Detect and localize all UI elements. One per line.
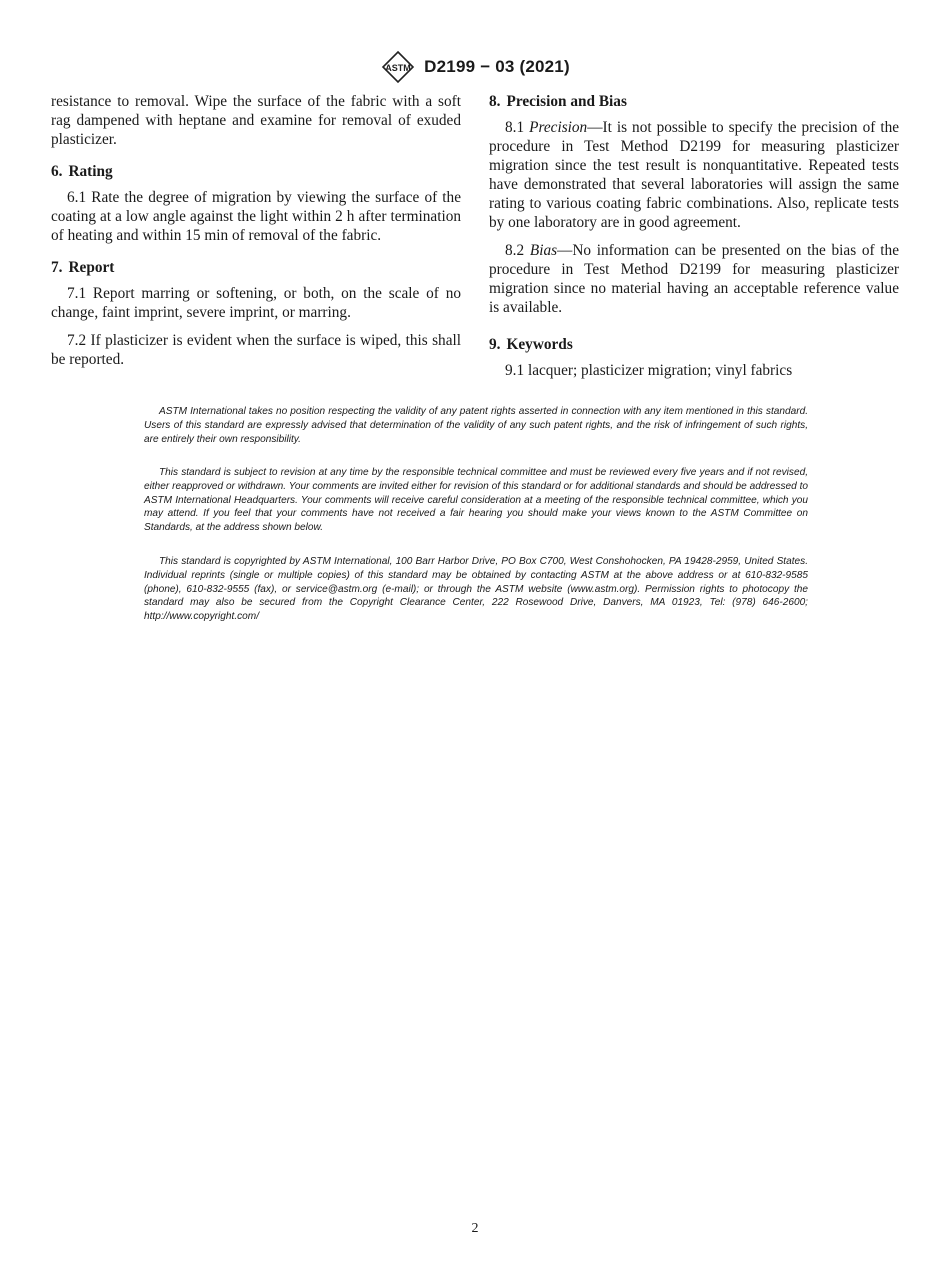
svg-text:ASTM: ASTM: [385, 63, 411, 73]
page-number: 2: [471, 1221, 479, 1236]
paragraph-7-2: 7.2 If plasticizer is evident when the surface is wiped, this shall be reported.: [51, 332, 461, 368]
page-header: [0, 50, 950, 84]
section-9-heading: 9. Keywords: [489, 336, 573, 353]
copyright-notice: This standard is copyrighted by ASTM International, 100 Barr Harbor Drive, PO Box C700, West Conshohocken, PA 19428-2959, United States. Individual reprints (single or multiple copies) of this standard may be obtained by contacting ASTM at the above address or at 610-832-9585 (phone), 610-832-9555 (fax), or service@astm.org (e-mail); or through the ASTM website (www.astm.org). Permission rights to photocopy the standard may also be secured from the Copyright Clearance Center, 222 Rosewood Drive, Danvers, MA 01923, Tel: (978) 646-2600; http://www.copyright.com/: [144, 556, 808, 623]
paragraph-9-1: 9.1 lacquer; plasticizer migration; vinyl fabrics: [505, 362, 793, 379]
continuation-paragraph: resistance to removal. Wipe the surface of the fabric with a soft rag dampened with heptane and examine for removal of exuded plasticizer.: [51, 93, 461, 148]
section-6-heading: 6. Rating: [51, 163, 113, 180]
patent-notice: ASTM International takes no position respecting the validity of any patent rights asserted in connection with any item mentioned in this standard. Users of this standard are expressly advised that determination of the validity of any such patent rights, and the risk of infringement of such rights, are entirely their own responsibility.: [144, 406, 808, 445]
paragraph-8-2: 8.2 Bias—No information can be presented on the bias of the procedure in Test Method D2199 for measuring plasticizer migration since no material having an acceptable reference value is available.: [489, 242, 899, 316]
right-column: [489, 92, 899, 380]
left-column: [51, 92, 461, 369]
section-7-heading: 7. Report: [51, 259, 115, 276]
paragraph-8-1: 8.1 Precision—It is not possible to specify the precision of the procedure in Test Method D2199 for measuring plasticizer migration since the test result is nonquantitative. Repeated tests have demonstrated that several laboratories will assign the same rating to various coating fabric combinations. Also, replicate tests by one laboratory are in good agreement.: [489, 119, 900, 231]
document-id: D2199 − 03 (2021): [424, 57, 570, 76]
section-8-heading: 8. Precision and Bias: [489, 93, 627, 110]
astm-logo: [380, 50, 416, 84]
revision-notice: This standard is subject to revision at any time by the responsible technical committee and must be reviewed every five years and if not revised, either reapproved or withdrawn. Your comments are invited either for revision of this standard or for additional standards and should be addressed to ASTM International Headquarters. Your comments will receive careful consideration at a meeting of the responsible technical committee, which you may attend. If you feel that your comments have not received a fair hearing you should make your views known to the ASTM Committee on Standards, at the address shown below.: [144, 467, 808, 534]
paragraph-7-1: 7.1 Report marring or softening, or both, on the scale of no change, faint imprint, severe imprint, or marring.: [51, 285, 461, 321]
paragraph-6-1: 6.1 Rate the degree of migration by viewing the surface of the coating at a low angle against the light within 2 h after termination of heating and within 15 min of removal of the fabric.: [51, 189, 461, 244]
